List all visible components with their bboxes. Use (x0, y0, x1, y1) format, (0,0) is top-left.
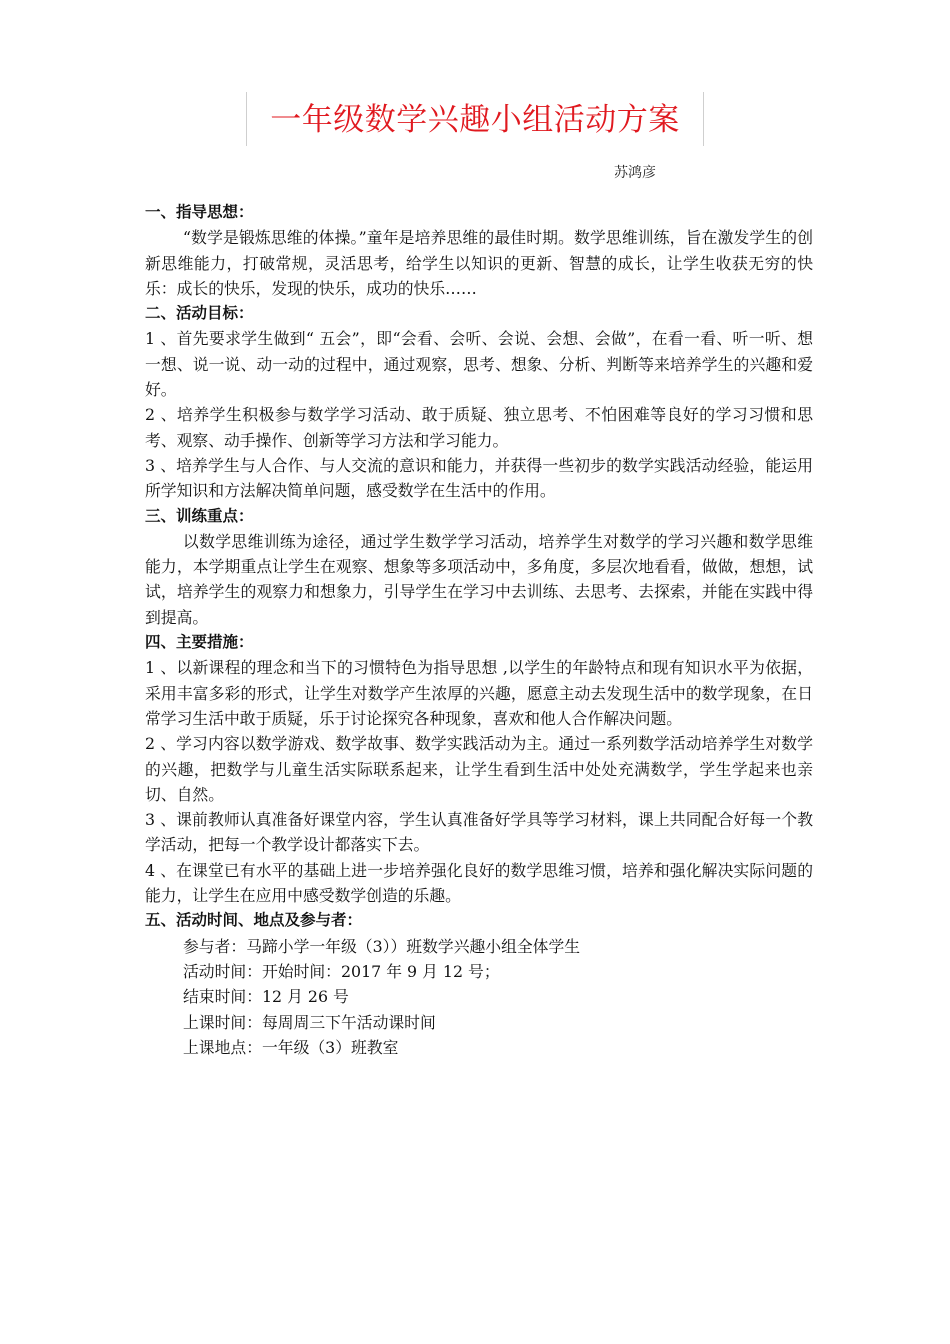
paragraph: 2 、学习内容以数学游戏、数学故事、数学实践活动为主。通过一系列数学活动培养学生对数学的兴趣，把数学与儿童生活实际联系起来，让学生看到生活中处处充满数学，学生学起来也亲切、自然。 (145, 734, 813, 804)
paragraph: 1 、首先要求学生做到“ 五会”，即“会看、会听、会说、会想、会做”，在看一看、听一听、想一想、说一说、动一动的过程中，通过观察，思考、想象、分析、判断等来培养学生的兴趣和爱好。 (145, 329, 813, 400)
document-body (145, 200, 813, 1060)
section-heading-time-place-participants: 五、活动时间、地点及参与者： (145, 911, 363, 930)
paragraph: 以数学思维训练为途径，通过学生数学学习活动，培养学生对数学的学习兴趣和数学思维能力，本学期重点让学生在观察、想象等多项活动中，多角度，多层次地看看，做做，想想，试试，培养学生的观察力和想象力，引导学生在学习中去训练、去思考、去探索，并能在实践中得到提高。 (145, 531, 813, 627)
paragraph: 2 、培养学生积极参与数学学习活动、敢于质疑、独立思考、不怕困难等良好的学习习惯和思考、观察、动手操作、创新等学习方法和学习能力。 (145, 405, 813, 450)
paragraph: 1 、以新课程的理念和当下的习惯特色为指导思想 ,以学生的年龄特点和现有知识水平为依据，采用丰富多彩的形式，让学生对数学产生浓厚的兴趣，愿意主动去发现生活中的数学现象，在日常学习生活中敢于质疑，乐于讨论探究各种现象，喜欢和他人合作解决问题。 (145, 658, 813, 728)
document-title: 一年级数学兴趣小组活动方案 (270, 102, 680, 138)
author-name: 苏鸿彦 (614, 165, 656, 181)
section-heading-training-focus: 三、训练重点： (145, 506, 254, 525)
paragraph: “数学是锻炼思维的体操。”童年是培养思维的最佳时期。数学思维训练，旨在激发学生的创新思维能力，打破常规，灵活思考，给学生以知识的更新、智慧的成长，让学生收获无穷的快乐：成长的快乐，发现的快乐，成功的快乐…… (145, 228, 813, 298)
detail-line-class-location: 上课地点：一年级（3）班教室 (183, 1037, 399, 1057)
paragraph: 3 、培养学生与人合作、与人交流的意识和能力，并获得一些初步的数学实践活动经验，能运用所学知识和方法解决简单问题，感受数学在生活中的作用。 (145, 455, 813, 501)
detail-line-class-time: 上课时间：每周周三下午活动课时间 (183, 1012, 436, 1032)
section-heading-guiding-ideology: 一、指导思想： (145, 203, 254, 221)
section-heading-activity-goals: 二、活动目标： (145, 304, 254, 323)
detail-line-start-time: 活动时间：开始时间：2017 年 9 月 12 号； (183, 961, 500, 981)
detail-line-participants: 参与者：马蹄小学一年级（3））班数学兴趣小组全体学生 (183, 936, 581, 956)
section-heading-main-measures: 四、主要措施： (145, 633, 254, 652)
paragraph: 4 、在课堂已有水平的基础上进一步培养强化良好的数学思维习惯，培养和强化解决实际问题的能力，让学生在应用中感受数学创造的乐趣。 (145, 860, 813, 906)
paragraph: 3 、课前教师认真准备好课堂内容，学生认真准备好学具等学习材料，课上共同配合好每一个教学活动，把每一个教学设计都落实下去。 (145, 810, 813, 855)
title-frame (246, 92, 704, 146)
detail-line-end-time: 结束时间：12 月 26 号 (183, 987, 349, 1007)
